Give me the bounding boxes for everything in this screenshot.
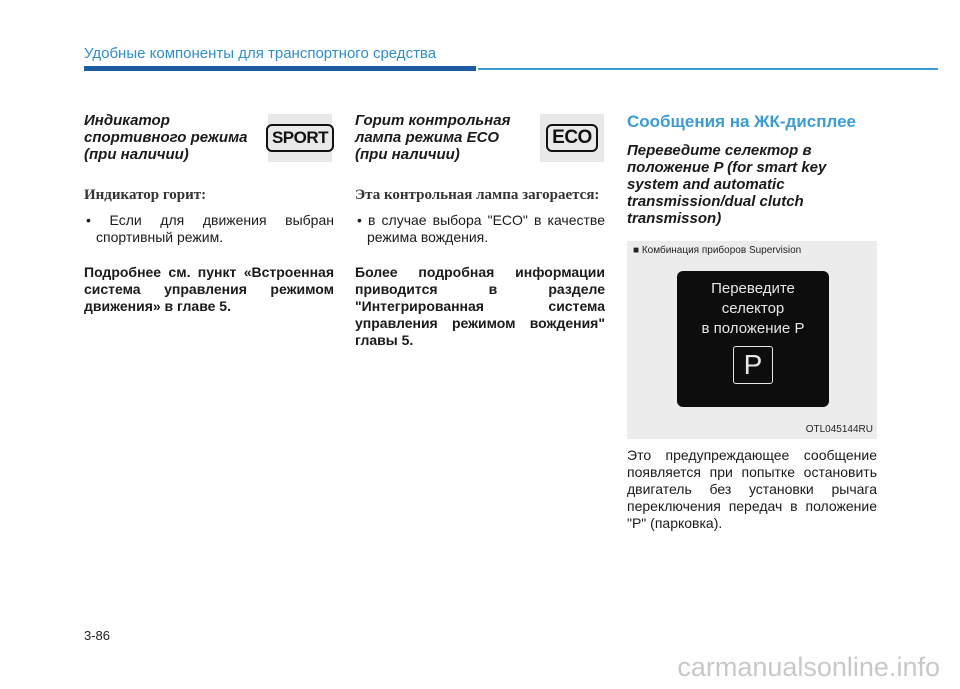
screen-line-1: Переведите [711, 280, 795, 297]
sport-bullet: • Если для движения выбран спортивный режим. [86, 212, 334, 245]
eco-note: Более подробная информации приводится в разделе "Интегрированная система управления режимом вождения" главы 5. [355, 264, 605, 348]
screen-line-3: в положение P [701, 320, 805, 337]
eco-bullet: • в случае выбора "ECO" в качестве режима вождения. [357, 212, 605, 245]
eco-indicator-box [540, 114, 604, 162]
lcd-message-body: Это предупреждающее сообщение появляется при попытке остановить двигатель без установки рычага переключения передач в положение "P" (парковка). [627, 447, 877, 531]
header-rule-dark [84, 66, 476, 71]
sport-subheading: Индикатор горит: [84, 187, 207, 203]
eco-subheading: Эта контрольная лампа загорается: [355, 187, 600, 203]
column-sport [84, 112, 334, 315]
column-eco [355, 112, 605, 349]
column-lcd-messages [627, 112, 877, 532]
page-number: 3-86 [84, 628, 111, 643]
sport-indicator-title: Индикатор спортивного режима (при наличии) [84, 112, 248, 163]
sport-indicator-box [268, 114, 332, 162]
screen-line-2: селектор [721, 300, 785, 317]
eco-indicator-title: Горит контрольная лампа режима ECO (при наличии) [355, 112, 511, 163]
sport-note: Подробнее см. пункт «Встроенная система управления режимом движения» в главе 5. [84, 264, 334, 314]
watermark: carmanualsonline.info [677, 652, 940, 682]
cluster-figure [627, 241, 877, 439]
header-rule-light [478, 68, 938, 70]
sport-icon: SPORT [266, 124, 334, 152]
figure-caption: ■ Комбинация приборов Supervision [633, 245, 802, 256]
eco-icon: ECO [546, 124, 598, 152]
figure-code: OTL045144RU [805, 424, 873, 435]
lcd-section-title: Сообщения на ЖК-дисплее [627, 112, 857, 131]
park-gear-icon: P [733, 346, 773, 384]
lcd-message-subtitle: Переведите селектор в положение P (for smart key system and automatic transmission/dual clutch transmisson) [627, 142, 827, 227]
cluster-screen [677, 271, 829, 407]
section-header: Удобные компоненты для транспортного средства [84, 45, 437, 62]
